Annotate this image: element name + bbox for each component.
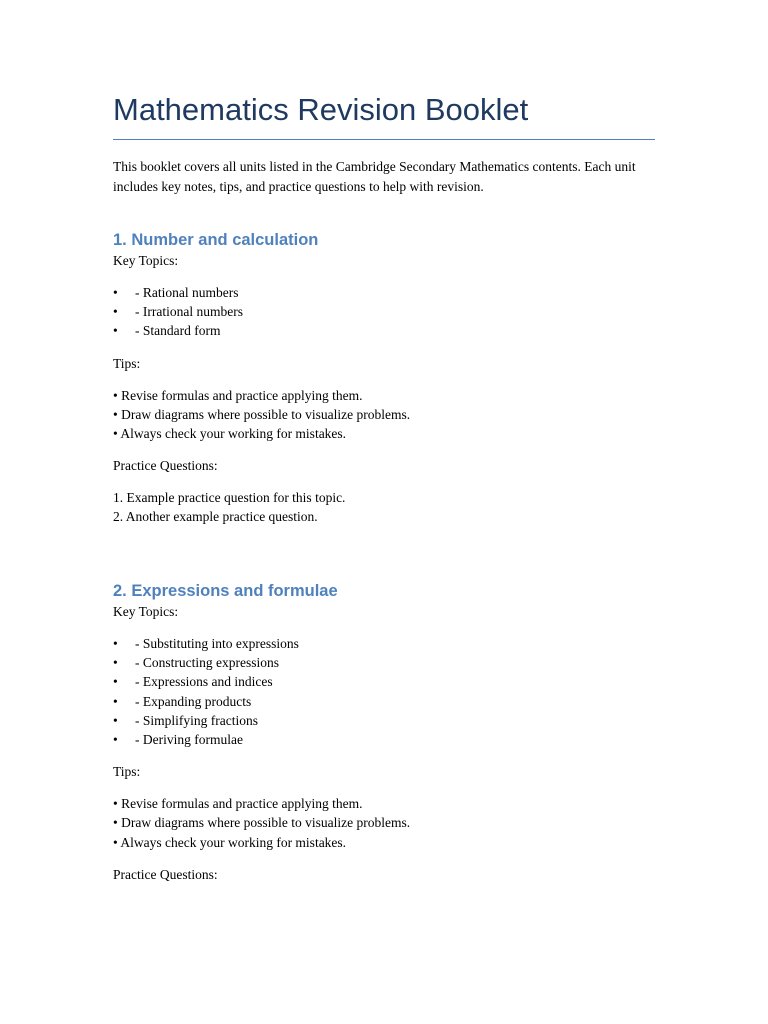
list-item — [113, 634, 655, 653]
section-number-and-calculation — [113, 229, 655, 527]
key-topics-label: Key Topics: — [113, 604, 179, 619]
key-topics-list — [113, 634, 655, 749]
list-item-text: - Constructing expressions — [135, 655, 279, 671]
list-item-text: - Rational numbers — [135, 285, 239, 300]
list-item-text: - Substituting into expressions — [135, 636, 299, 651]
practice-questions-list — [113, 488, 655, 526]
bullet-icon: • — [113, 323, 118, 339]
list-item — [113, 730, 655, 749]
bullet-icon: • — [113, 693, 118, 709]
key-topics-list — [113, 283, 655, 341]
intro-text: This booklet covers all units listed in the Cambridge Secondary Mathematics contents. Each unit includes key notes, tips, and practice questions to help with revision. — [113, 159, 636, 194]
list-item-text: - Simplifying fractions — [135, 712, 258, 728]
bullet-icon: • — [113, 655, 118, 671]
bullet-icon: • — [113, 712, 118, 728]
list-item — [113, 653, 655, 672]
tip-item: • Always check your working for mistakes. — [113, 426, 347, 442]
tip-item: • Draw diagrams where possible to visualize problems. — [113, 406, 411, 422]
practice-question: 2. Another example practice question. — [113, 509, 318, 525]
list-item — [113, 302, 655, 321]
tip-item: • Draw diagrams where possible to visualize problems. — [113, 815, 411, 831]
list-item — [113, 692, 655, 711]
tip-item: • Always check your working for mistakes. — [113, 834, 347, 850]
bullet-icon: • — [113, 636, 118, 651]
section-heading: 2. Expressions and formulae — [113, 582, 338, 600]
intro-paragraph — [113, 157, 655, 196]
bullet-icon: • — [113, 285, 118, 300]
list-item — [113, 672, 655, 691]
list-item-text: - Irrational numbers — [135, 304, 243, 320]
practice-question: 1. Example practice question for this topic. — [113, 490, 346, 506]
practice-questions-label: Practice Questions: — [113, 458, 218, 474]
tips-list — [113, 386, 655, 444]
list-item-text: - Standard form — [135, 323, 221, 339]
tips-label: Tips: — [113, 355, 141, 371]
list-item-text: - Expanding products — [135, 693, 252, 709]
list-item — [113, 711, 655, 730]
tips-list — [113, 794, 655, 852]
list-item — [113, 321, 655, 340]
list-item-text: - Deriving formulae — [135, 732, 243, 748]
list-item — [113, 283, 655, 302]
bullet-icon: • — [113, 304, 118, 320]
title-divider — [113, 139, 655, 140]
practice-questions-label: Practice Questions: — [113, 866, 218, 882]
tip-item: • Revise formulas and practice applying them. — [113, 387, 363, 403]
bullet-icon: • — [113, 732, 118, 748]
document-title: Mathematics Revision Booklet — [113, 92, 529, 127]
section-heading: 1. Number and calculation — [113, 231, 319, 249]
tips-label: Tips: — [113, 764, 141, 780]
key-topics-label: Key Topics: — [113, 253, 179, 268]
tip-item: • Revise formulas and practice applying them. — [113, 796, 363, 812]
list-item-text: - Expressions and indices — [135, 674, 273, 690]
bullet-icon: • — [113, 674, 118, 690]
section-expressions-and-formulae — [113, 580, 655, 884]
